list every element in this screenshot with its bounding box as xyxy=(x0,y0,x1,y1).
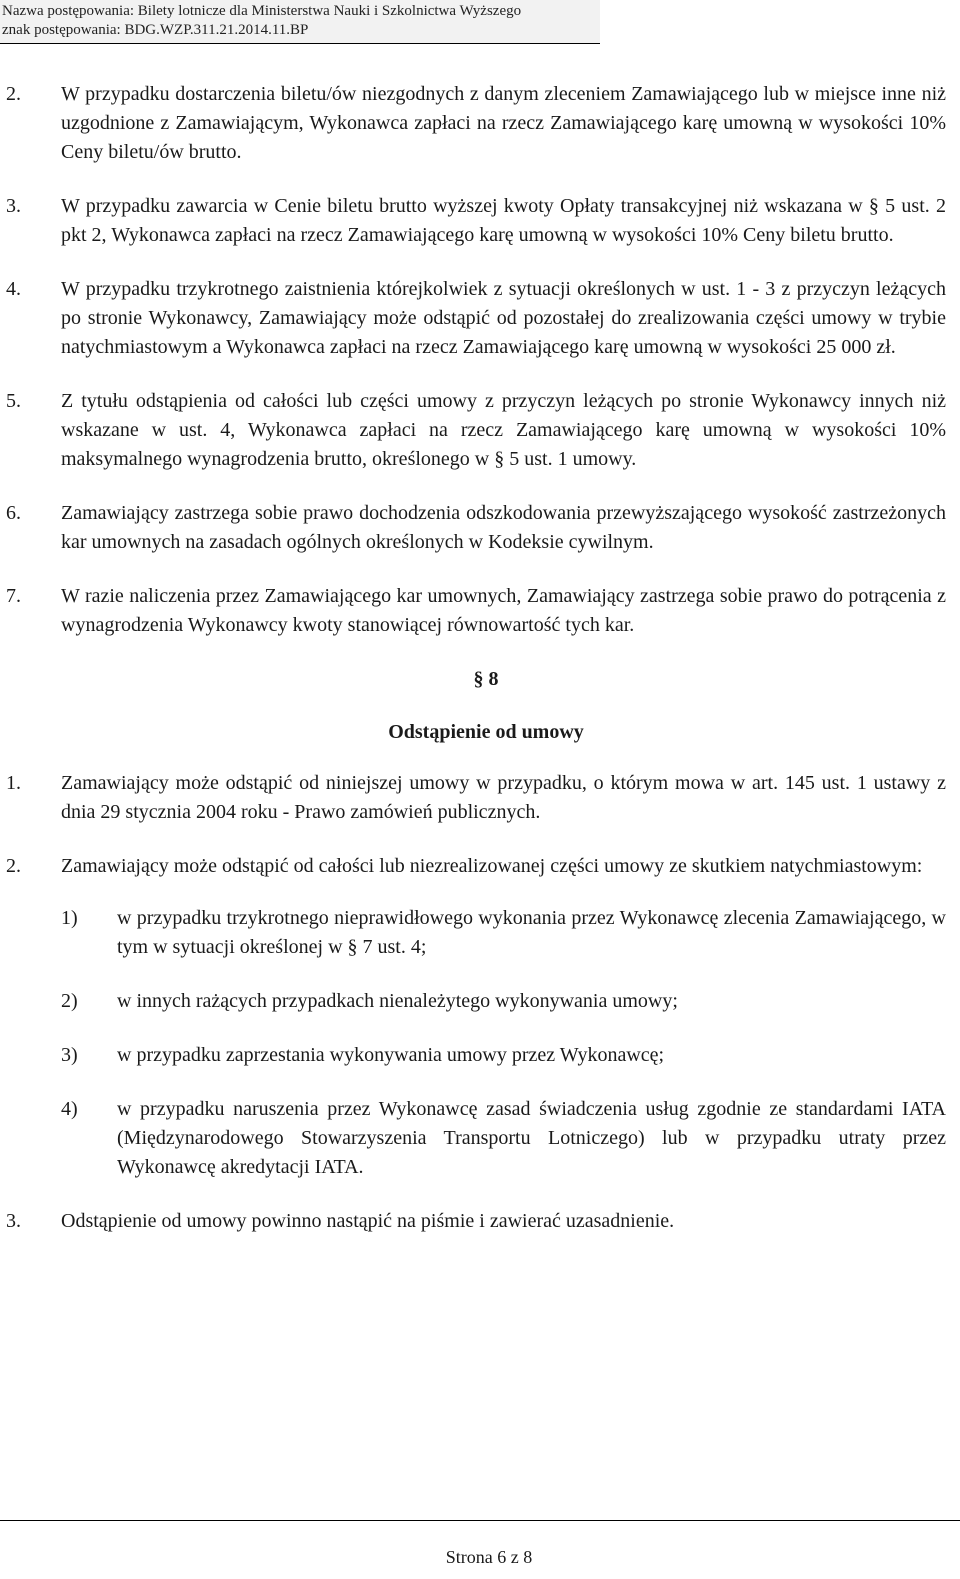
item-text: Odstąpienie od umowy powinno nastąpić na piśmie i zawierać uzasadnienie. xyxy=(61,1210,675,1232)
sub-list-item xyxy=(61,1095,946,1182)
item-text: W przypadku trzykrotnego zaistnienia którejkolwiek z sytuacji określonych w ust. 1 - 3 z przyczyn leżących po stronie Wykonawcy, Zamawiający może odstąpić od pozostałej do zrealizowania części umowy w trybie natychmiastowym a Wykonawca zapłaci na rzecz Zamawiającego karę umowną w wysokości 25 000 zł. xyxy=(61,278,946,358)
item-text: W przypadku zawarcia w Cenie biletu brutto wyższej kwoty Opłaty transakcyjnej niż wskazana w § 5 ust. 2 pkt 2, Wykonawca zapłaci na rzecz Zamawiającego karę umowną w wysokości 10% Ceny biletu brutto. xyxy=(61,195,946,246)
footer-divider xyxy=(0,1520,960,1521)
item-text: Z tytułu odstąpienia od całości lub części umowy z przyczyn leżących po stronie Wykonawcy innych niż wskazane w ust. 4, Wykonawca zapłaci na rzecz Zamawiającego karę umowną w wysokości 10% maksymalnego wynagrodzenia brutto, określonego w § 5 ust. 1 umowy. xyxy=(61,390,946,470)
procedure-code: znak postępowania: BDG.WZP.311.21.2014.11.BP xyxy=(2,22,309,38)
sub-item-number: 3) xyxy=(61,1044,78,1066)
item-number: 7. xyxy=(6,585,21,607)
sub-list-item xyxy=(61,987,946,1016)
page-number: Strona 6 z 8 xyxy=(445,1547,533,1567)
list-item xyxy=(6,769,946,827)
list-item xyxy=(6,1207,946,1236)
item-text: W razie naliczenia przez Zamawiającego kar umownych, Zamawiający zastrzega sobie prawo do potrącenia z wynagrodzenia Wykonawcy kwoty stanowiącej równowartość tych kar. xyxy=(61,585,946,636)
sub-item-number: 2) xyxy=(61,990,78,1012)
document-header xyxy=(0,0,600,44)
sub-item-text: w innych rażących przypadkach nienależytego wykonywania umowy; xyxy=(117,990,678,1012)
section-number: § 8 xyxy=(473,668,499,690)
list-item xyxy=(6,852,946,881)
sub-item-number: 1) xyxy=(61,907,78,929)
item-number: 1. xyxy=(6,772,21,794)
section-title: Odstąpienie od umowy xyxy=(388,721,584,743)
item-number: 5. xyxy=(6,390,21,412)
item-number: 2. xyxy=(6,83,21,105)
item-text: Zamawiający może odstąpić od niniejszej umowy w przypadku, o którym mowa w art. 145 ust. 1 ustawy z dnia 29 stycznia 2004 roku - Prawo zamówień publicznych. xyxy=(61,772,946,823)
procedure-name: Nazwa postępowania: Bilety lotnicze dla Ministerstwa Nauki i Szkolnictwa Wyższego xyxy=(2,3,522,19)
item-number: 6. xyxy=(6,502,21,524)
sub-item-text: w przypadku naruszenia przez Wykonawcę zasad świadczenia usług zgodnie ze standardami IATA (Międzynarodowego Stowarzyszenia Transportu Lotniczego) lub w przypadku utraty przez Wykonawcę akredytacji IATA. xyxy=(117,1098,946,1178)
item-number: 4. xyxy=(6,278,21,300)
list-item xyxy=(6,275,946,362)
item-number: 2. xyxy=(6,855,21,877)
item-number: 3. xyxy=(6,1210,21,1232)
document-body xyxy=(6,80,946,1261)
sub-list xyxy=(61,904,946,1182)
list-item xyxy=(6,582,946,640)
item-text: Zamawiający może odstąpić od całości lub niezrealizowanej części umowy ze skutkiem natychmiastowym: xyxy=(61,855,923,877)
sub-list-item xyxy=(61,1041,946,1070)
item-text: W przypadku dostarczenia biletu/ów niezgodnych z danym zleceniem Zamawiającego lub w miejsce inne niż uzgodnione z Zamawiającym, Wykonawca zapłaci na rzecz Zamawiającego karę umowną w wysokości 10% Ceny biletu/ów brutto. xyxy=(61,83,946,163)
sub-list-item xyxy=(61,904,946,962)
sub-item-text: w przypadku trzykrotnego nieprawidłowego wykonania przez Wykonawcę zlecenia Zamawiającego, w tym w sytuacji określonej w § 7 ust. 4; xyxy=(117,907,946,958)
list-item xyxy=(6,192,946,250)
sub-item-number: 4) xyxy=(61,1098,78,1120)
sub-item-text: w przypadku zaprzestania wykonywania umowy przez Wykonawcę; xyxy=(117,1044,665,1066)
item-number: 3. xyxy=(6,195,21,217)
list-item xyxy=(6,499,946,557)
item-text: Zamawiający zastrzega sobie prawo dochodzenia odszkodowania przewyższającego wysokość zastrzeżonych kar umownych na zasadach ogólnych określonych w Kodeksie cywilnym. xyxy=(61,502,946,553)
list-item xyxy=(6,387,946,474)
list-item xyxy=(6,80,946,167)
